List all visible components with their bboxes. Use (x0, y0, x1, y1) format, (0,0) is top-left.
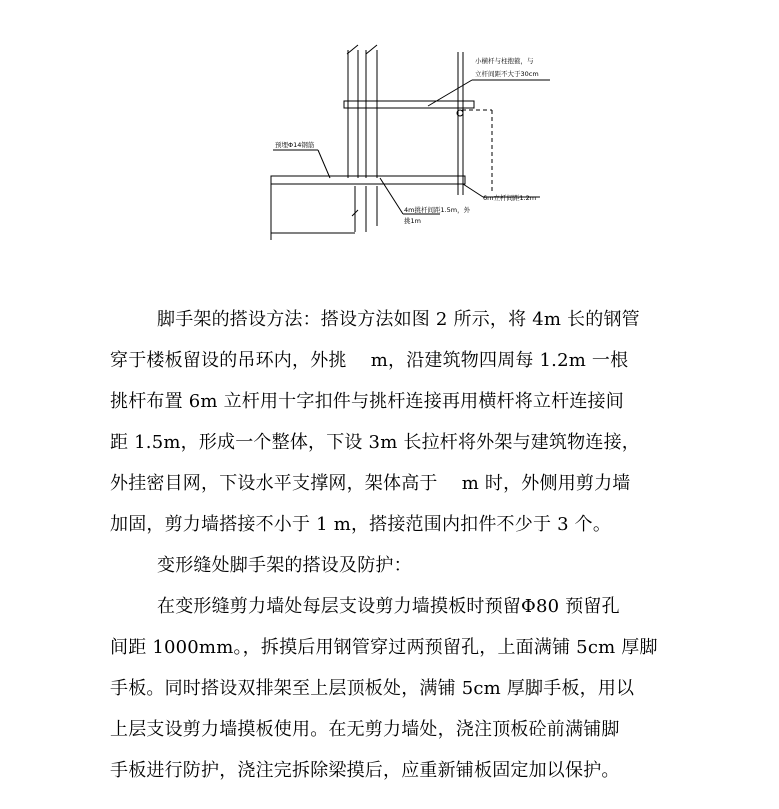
note-upright-pole: 6m立杆间距1.2m (483, 194, 537, 202)
note-crossbar-line1: 小横杆与柱抱箍，与 (475, 57, 534, 65)
text-line: 外挂密目网，下设水平支撑网，架体高于 m 时，外侧用剪力墙 (110, 473, 631, 494)
paragraph-erection-method (110, 299, 685, 545)
text-line: 距 1.5m，形成一个整体，下设 3m 长拉杆将外架与建筑物连接， (110, 432, 640, 453)
text-line: 变形缝处脚手架的搭设及防护： (157, 555, 412, 576)
text-line: 挑杆布置 6m 立杆用十字扣件与挑杆连接再用横杆将立杆连接间 (110, 391, 624, 412)
text-line: 手板进行防护，浇注完拆除梁摸后，应重新铺板固定加以保护。 (110, 760, 620, 781)
scaffold-section-diagram (0, 0, 779, 270)
note-crossbar-line2: 立杆间距不大于30cm (475, 70, 539, 78)
text-line: 在变形缝剪力墙处每层支设剪力墙摸板时预留Φ80 预留孔 (157, 596, 620, 617)
text-line: 上层支设剪力墙摸板使用。在无剪力墙处，浇注顶板砼前满铺脚 (110, 719, 620, 740)
paragraph-joint-protection (110, 586, 685, 791)
text-line: 穿于楼板留设的吊环内，外挑 m，沿建筑物四周每 1.2m 一根 (110, 350, 629, 371)
note-embedded-bar: 预埋Φ14钢筋 (275, 141, 315, 149)
text-line: 加固，剪力墙搭接不小于 1 m，搭接范围内扣件不少于 3 个。 (110, 514, 612, 535)
paragraph-section-heading (110, 545, 685, 586)
text-line: 脚手架的搭设方法：搭设方法如图 2 所示，将 4m 长的钢管 (157, 309, 640, 330)
text-line: 间距 1000mm。，拆摸后用钢管穿过两预留孔，上面满铺 5cm 厚脚 (110, 637, 658, 658)
note-outrigger-line1: 4m挑杆间距1.5m，外 (404, 206, 471, 214)
note-outrigger-line2: 挑1m (404, 217, 421, 225)
text-line: 手板。同时搭设双排架至上层顶板处，满铺 5cm 厚脚手板，用以 (110, 678, 635, 699)
